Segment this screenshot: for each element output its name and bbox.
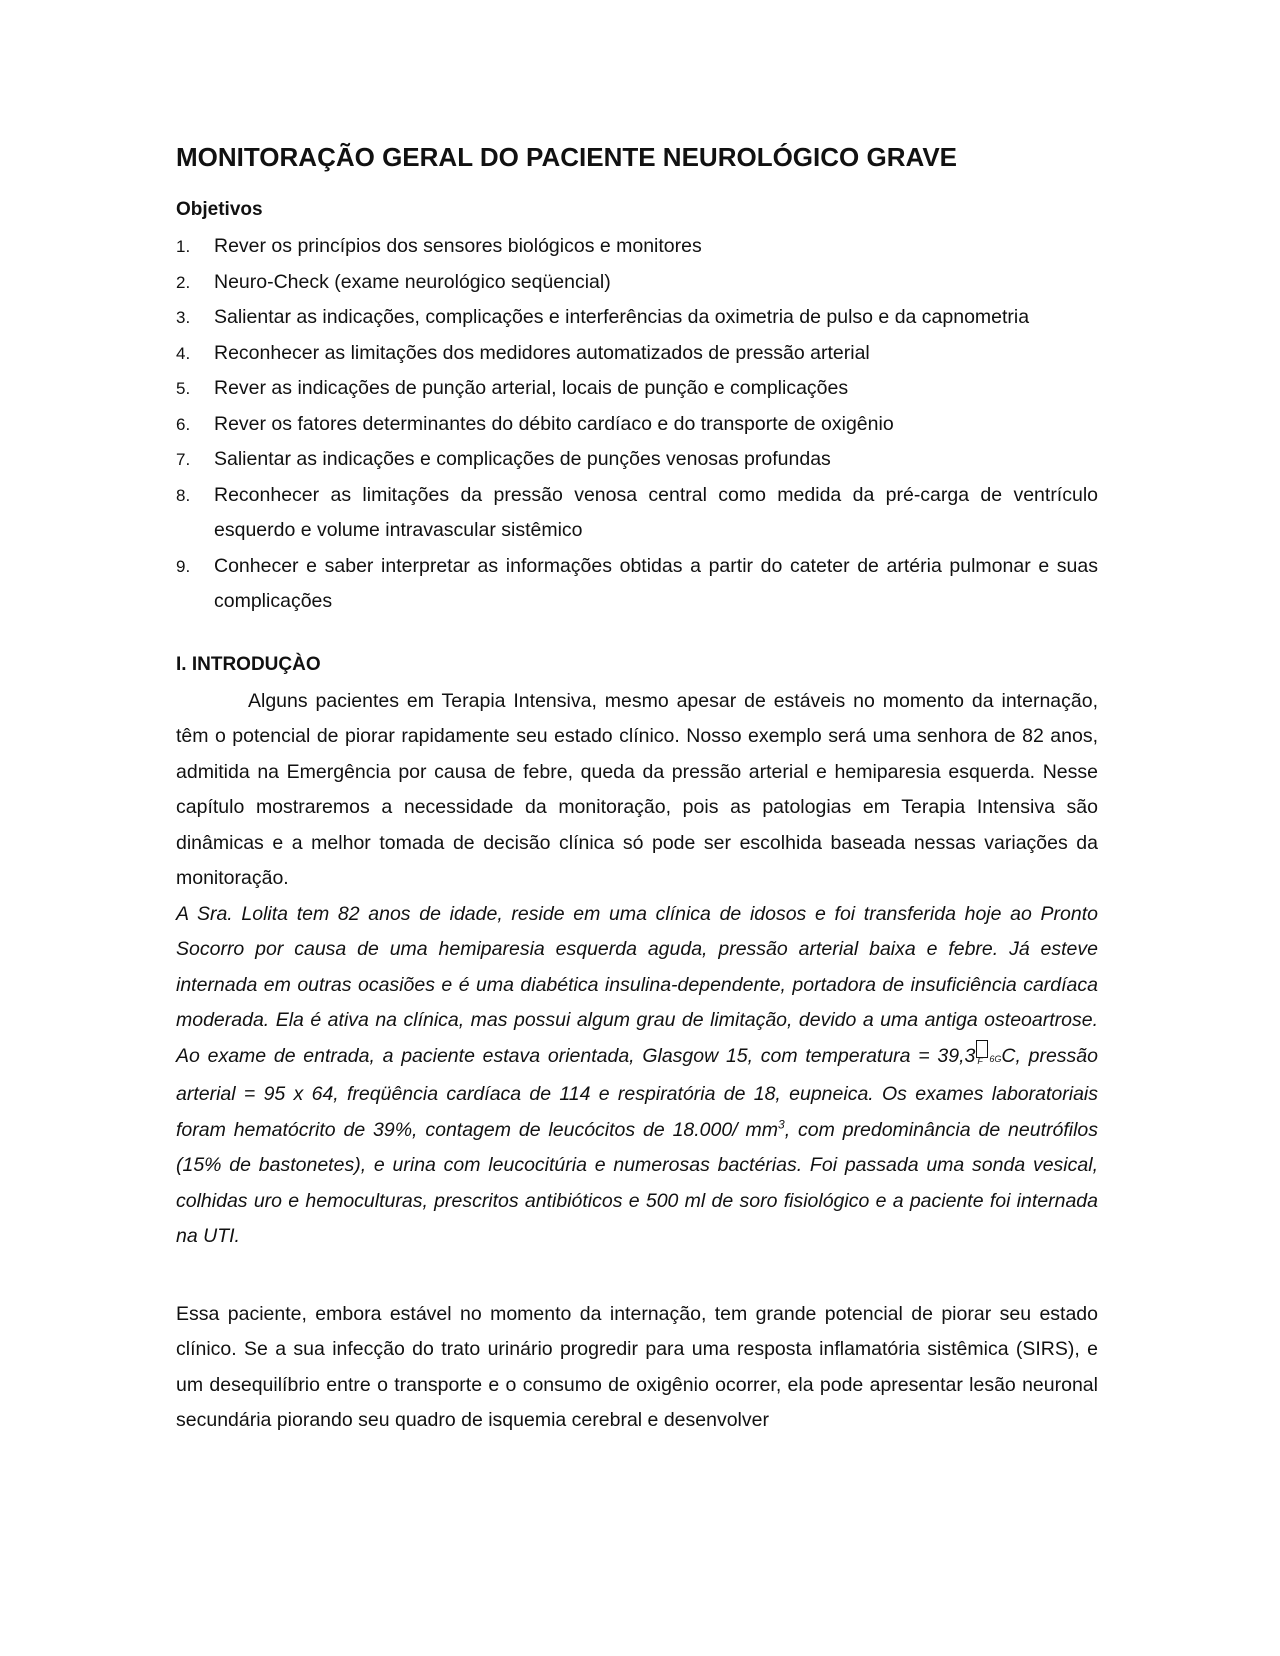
objective-item <box>176 229 1098 265</box>
objective-text: Salientar as indicações, complicações e interferências da oximetria de pulso e da capnometria <box>214 306 1030 328</box>
objective-number: 2. <box>176 272 191 292</box>
document-page <box>176 140 1098 1439</box>
objective-number: 4. <box>176 343 191 363</box>
closing-paragraph: Essa paciente, embora estável no momento da internação, tem grande potencial de piorar seu estado clínico. Se a sua infecção do trato urinário progredir para uma resposta inflamatória sistêmica (SIRS), e um desequilíbrio entre o transporte e o consumo de oxigênio ocorrer, ela pode apresentar lesão neuronal secundária piorando seu quadro de isquemia cerebral e desenvolver <box>176 1302 1098 1431</box>
objective-number: 5. <box>176 379 191 398</box>
objective-text: Reconhecer as limitações dos medidores automatizados de pressão arterial <box>214 341 870 364</box>
objective-item <box>176 371 1098 407</box>
objectives-list <box>176 229 1098 620</box>
objective-text: Reconhecer as limitações da pressão venosa central como medida da pré-carga de ventrículo esquerdo e volume intravascular sistêmico <box>214 483 1098 541</box>
degree-glyph: F <box>977 1055 983 1066</box>
objective-item <box>176 265 1098 301</box>
glyph-tiny: 6G <box>989 1053 1002 1064</box>
objective-item <box>176 442 1098 478</box>
objective-number: 9. <box>176 556 191 576</box>
glyph-rest: C, <box>1001 1044 1021 1067</box>
objective-item <box>176 549 1098 620</box>
objective-number: 7. <box>176 450 191 469</box>
case-paragraph <box>176 897 1098 1255</box>
objective-number: 3. <box>176 308 191 327</box>
objective-text: Rever as indicações de punção arterial, locais de punção e complicações <box>214 377 849 399</box>
objective-number: 8. <box>176 485 191 505</box>
objective-number: 1. <box>176 237 191 256</box>
degree-glyph-box <box>976 1040 988 1066</box>
objective-text: Salientar as indicações e complicações de punções venosas profundas <box>214 448 831 470</box>
objectives-heading: Objetivos <box>176 199 263 220</box>
objective-item <box>176 407 1098 443</box>
superscript-3: 3 <box>778 1117 785 1131</box>
objective-number: 6. <box>176 414 191 434</box>
case-text-part1: A Sra. Lolita tem 82 anos de idade, reside em uma clínica de idosos e foi transferida hoje ao Pronto Socorro por causa de uma hemiparesia esquerda aguda, pressão arterial baixa e febre. Já esteve internada em outras ocasiões e é uma diabética insulina-dependente, portadora de insuficiência cardíaca moderada. Ela é ativa na clínica, mas possui algum grau de limitação, devido a uma antiga osteoartrose. Ao exame de entrada, a paciente estava orientada, Glasgow 15, com temperatura = 39,3 <box>176 902 1098 1067</box>
document-title: MONITORAÇÃO GERAL DO PACIENTE NEUROLÓGICO GRAVE <box>176 142 958 172</box>
objective-text: Neuro-Check (exame neurológico seqüencial) <box>214 270 611 293</box>
objective-item <box>176 336 1098 372</box>
objective-text: Rever os fatores determinantes do débito cardíaco e do transporte de oxigênio <box>214 412 894 435</box>
intro-heading: I. INTRODUÇÀO <box>176 653 321 675</box>
objective-text: Rever os princípios dos sensores biológicos e monitores <box>214 235 702 257</box>
objective-item <box>176 300 1098 336</box>
case-text-part2: pressão arterial = 95 x 64, freqüência cardíaca de 114 e respiratória de 18, eupneica. Os exames laboratoriais foram hematócrito de 39%, contagem de leucócitos de 18.000/ mm <box>176 1044 1098 1141</box>
objective-text: Conhecer e saber interpretar as informações obtidas a partir do cateter de artéria pulmonar e suas complicações <box>214 554 1098 612</box>
case-text-part3: , com predominância de neutrófilos (15% de bastonetes), e urina com leucocitúria e numerosas bactérias. Foi passada uma sonda vesical, colhidas uro e hemoculturas, prescritos antibióticos e 500 ml de soro fisiológico e a paciente foi internada na UTI. <box>176 1118 1099 1247</box>
intro-paragraph: Alguns pacientes em Terapia Intensiva, mesmo apesar de estáveis no momento da internação, têm o potencial de piorar rapidamente seu estado clínico. Nosso exemplo será uma senhora de 82 anos, admitida na Emergência por causa de febre, queda da pressão arterial e hemiparesia esquerda. Nesse capítulo mostraremos a necessidade da monitoração, pois as patologias em Terapia Intensiva são dinâmicas e a melhor tomada de decisão clínica só pode ser escolhida baseada nessas variações da monitoração. <box>176 689 1098 889</box>
objective-item <box>176 478 1098 549</box>
